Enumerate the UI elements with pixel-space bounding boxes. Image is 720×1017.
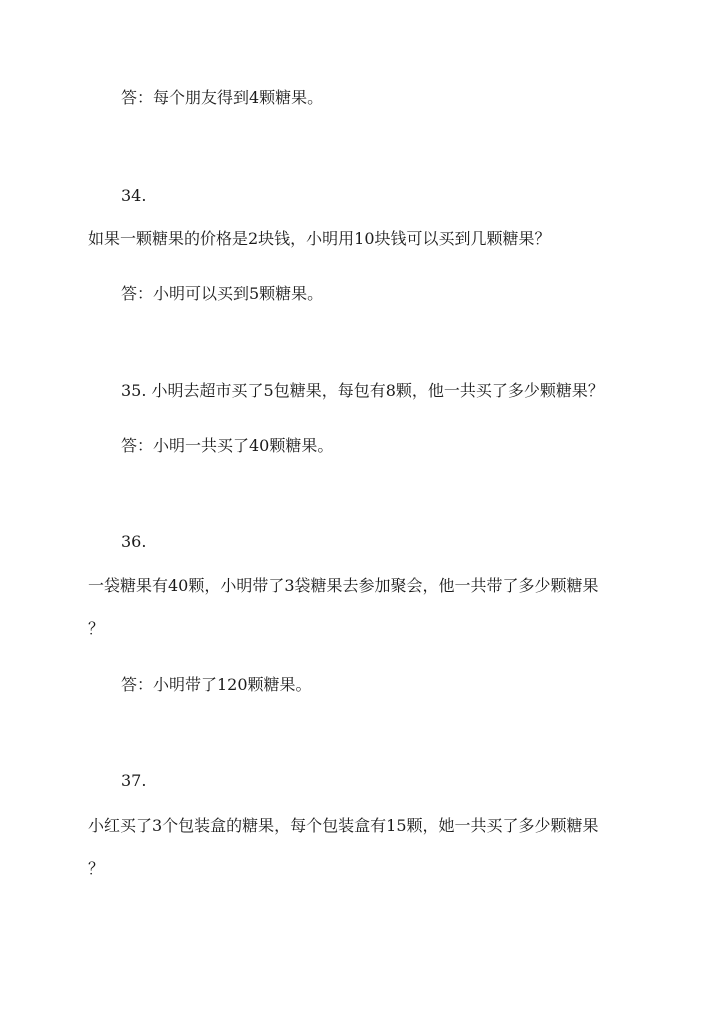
question-37-text: 小红买了3个包装盒的糖果，每个包装盒有15颗，她一共买了多少颗糖果 (88, 816, 599, 835)
answer-34: 答：小明可以买到5颗糖果。 (121, 284, 324, 303)
question-36-wrap: ？ (88, 619, 105, 638)
question-number-36: 36. (121, 532, 147, 551)
question-34-text: 如果一颗糖果的价格是2块钱，小明用10块钱可以买到几颗糖果？ (88, 229, 551, 248)
question-number-34: 34. (121, 186, 147, 205)
question-35-text: 35. 小明去超市买了5包糖果，每包有8颗，他一共买了多少颗糖果？ (121, 381, 604, 400)
answer-36: 答：小明带了120颗糖果。 (121, 675, 312, 694)
question-number-37: 37. (121, 771, 147, 790)
answer-prev: 答：每个朋友得到4颗糖果。 (121, 88, 324, 107)
answer-35: 答：小明一共买了40颗糖果。 (121, 436, 334, 455)
question-37-wrap: ？ (88, 859, 105, 878)
question-36-text: 一袋糖果有40颗，小明带了3袋糖果去参加聚会，他一共带了多少颗糖果 (88, 576, 599, 595)
